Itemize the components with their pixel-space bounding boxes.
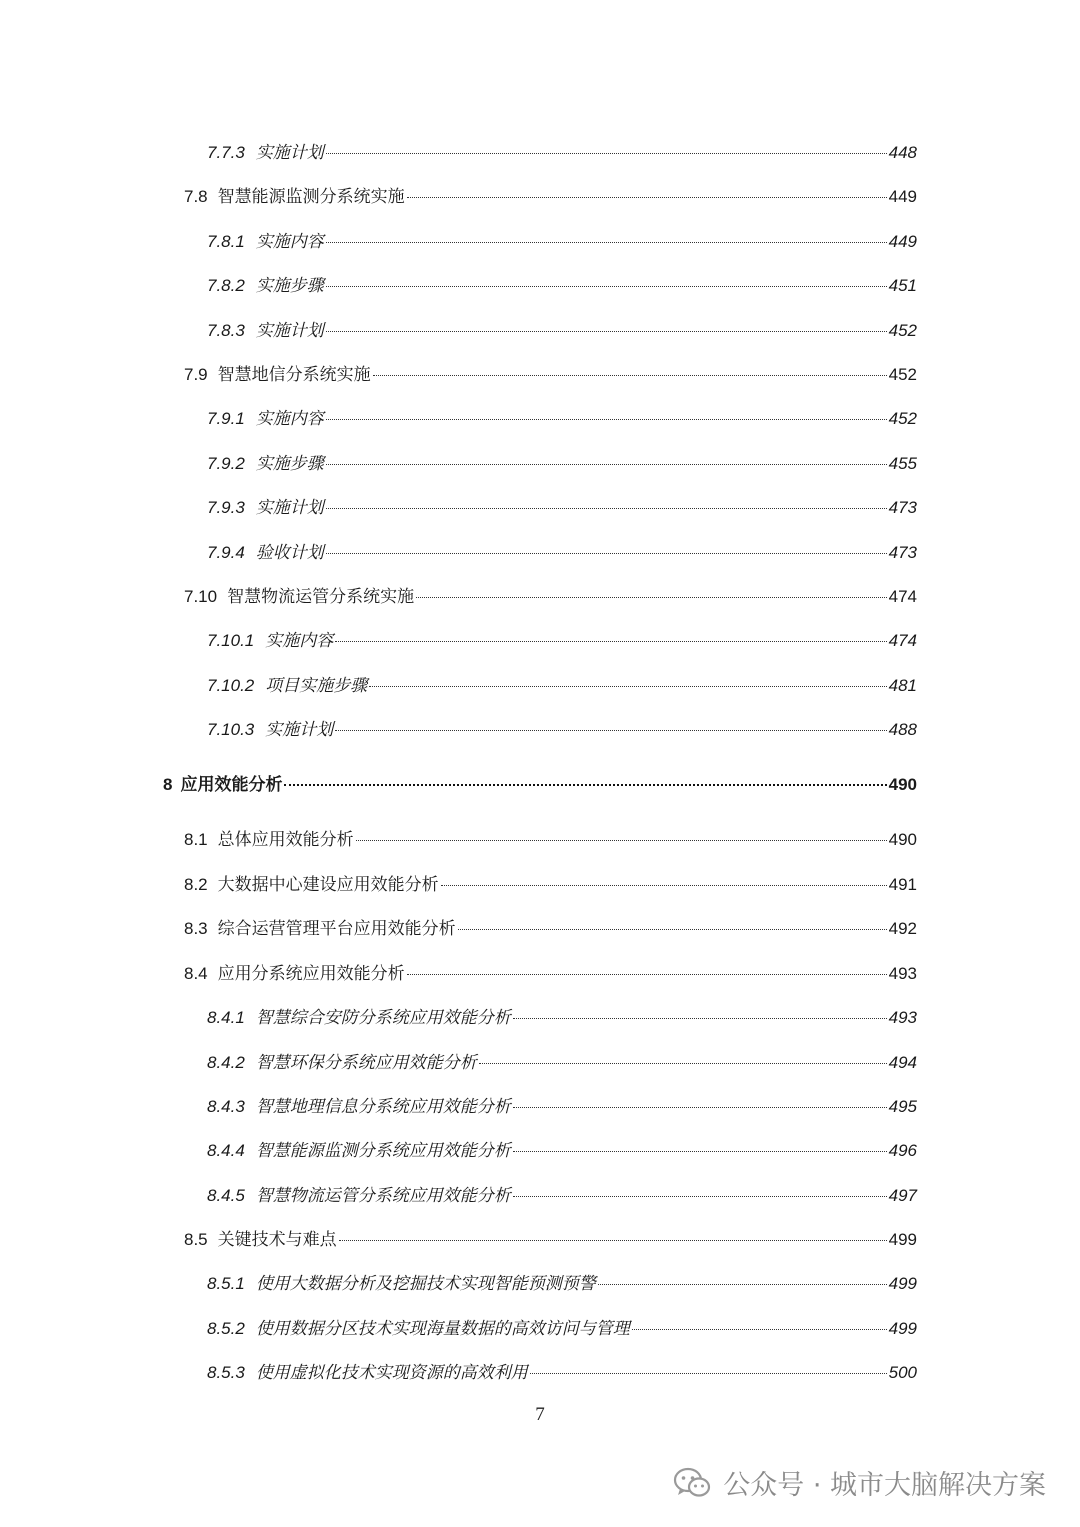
dot-leader: [326, 464, 887, 465]
toc-entry-number: 7.8.3: [207, 321, 245, 340]
toc-entry-page: 481: [888, 676, 917, 695]
toc-entry-page: 452: [888, 409, 917, 428]
toc-entry[interactable]: [184, 874, 917, 896]
toc-entry-title: 应用分系统应用效能分析: [217, 964, 405, 983]
toc-entry-number: 7.10.1: [207, 631, 255, 650]
toc-entry-number: 7.10.3: [207, 720, 255, 739]
toc-entry[interactable]: [207, 1052, 917, 1074]
dot-leader: [407, 197, 887, 198]
toc-entry-page: 449: [888, 232, 917, 251]
toc-entry-title: 实施计划: [265, 720, 334, 739]
toc-entry-page: 452: [888, 365, 917, 384]
toc-entry[interactable]: [184, 963, 917, 985]
toc-entry-page: 500: [888, 1363, 917, 1382]
toc-entry[interactable]: [207, 1007, 917, 1029]
toc-entry-number: 7.9: [184, 365, 208, 384]
dot-leader: [339, 1240, 887, 1241]
toc-entry-page: 452: [888, 321, 917, 340]
toc-entry-number: 8: [163, 775, 173, 794]
toc-entry-page: 493: [888, 964, 917, 983]
toc-entry[interactable]: [207, 408, 917, 430]
toc-entry-title: 智慧物流运管分系统应用效能分析: [255, 1186, 511, 1205]
toc-entry-title: 关键技术与难点: [217, 1230, 337, 1249]
toc-entry[interactable]: [207, 275, 917, 297]
toc-entry-title: 实施计划: [255, 498, 324, 517]
toc-entry-page: 488: [888, 720, 917, 739]
toc-entry-page: 451: [888, 276, 917, 295]
toc-entry-page: 496: [888, 1141, 917, 1160]
dot-leader: [458, 929, 887, 930]
toc-entry[interactable]: [207, 1185, 917, 1207]
toc-entry-title: 实施内容: [255, 232, 324, 251]
dot-leader: [513, 1151, 887, 1152]
toc-entry-number: 7.8.2: [207, 276, 245, 295]
toc-entry-title: 实施步骤: [255, 454, 324, 473]
dot-leader: [326, 153, 887, 154]
toc-entry[interactable]: [207, 675, 917, 697]
toc-entry-number: 7.9.4: [207, 543, 245, 562]
dot-leader: [284, 784, 886, 786]
dot-leader: [479, 1063, 887, 1064]
toc-entry-page: 473: [888, 498, 917, 517]
toc-entry[interactable]: [207, 719, 917, 741]
toc-entry[interactable]: [184, 586, 917, 608]
toc-entry-page: 494: [888, 1053, 917, 1072]
toc-entry-title: 验收计划: [255, 543, 324, 562]
dot-leader: [416, 597, 887, 598]
toc-entry-number: 8.4.5: [207, 1186, 245, 1205]
dot-leader: [513, 1018, 887, 1019]
toc-entry[interactable]: [207, 542, 917, 564]
toc-entry[interactable]: [184, 918, 917, 940]
dot-leader: [326, 553, 887, 554]
toc-entry[interactable]: [184, 186, 917, 208]
dot-leader: [326, 508, 887, 509]
toc-entry[interactable]: [184, 829, 917, 851]
toc-entry-title: 使用数据分区技术实现海量数据的高效访问与管理: [255, 1319, 630, 1338]
toc-entry-number: 7.9.1: [207, 409, 245, 428]
toc-chapter[interactable]: [163, 774, 917, 796]
toc-entry-page: 449: [888, 187, 917, 206]
dot-leader: [530, 1373, 887, 1374]
dot-leader: [335, 730, 886, 731]
toc-entry-page: 473: [888, 543, 917, 562]
toc-entry[interactable]: [207, 497, 917, 519]
toc-entry-number: 7.10.2: [207, 676, 255, 695]
dot-leader: [326, 331, 887, 332]
toc-entry-page: 499: [888, 1274, 917, 1293]
toc-entry-number: 7.10: [184, 587, 218, 606]
dot-leader: [326, 286, 887, 287]
toc-entry-number: 8.4.1: [207, 1008, 245, 1027]
dot-leader: [513, 1196, 887, 1197]
toc-entry-title: 应用效能分析: [180, 775, 283, 794]
toc-entry-number: 8.4.2: [207, 1053, 245, 1072]
toc-entry-number: 8.4: [184, 964, 208, 983]
dot-leader: [513, 1107, 887, 1108]
toc-entry[interactable]: [184, 364, 917, 386]
toc-entry[interactable]: [207, 231, 917, 253]
dot-leader: [373, 375, 887, 376]
toc-entry-title: 使用虚拟化技术实现资源的高效利用: [255, 1363, 528, 1382]
toc-entry-page: 492: [888, 919, 917, 938]
toc-entry-page: 474: [888, 587, 917, 606]
toc-entry-number: 7.8: [184, 187, 208, 206]
toc-entry-title: 使用大数据分析及挖掘技术实现智能预测预警: [255, 1274, 596, 1293]
toc-entry-title: 项目实施步骤: [265, 676, 368, 695]
toc-entry-title: 总体应用效能分析: [217, 830, 354, 849]
toc-entry-number: 8.5.1: [207, 1274, 245, 1293]
toc-entry[interactable]: [207, 453, 917, 475]
toc-entry-title: 实施计划: [255, 143, 324, 162]
dot-leader: [441, 885, 887, 886]
toc-entry-number: 8.5.3: [207, 1363, 245, 1382]
toc-entry-number: 8.2: [184, 875, 208, 894]
toc-entry[interactable]: [207, 1318, 917, 1340]
dot-leader: [335, 641, 886, 642]
toc-entry-page: 497: [888, 1186, 917, 1205]
toc-entry-page: 493: [888, 1008, 917, 1027]
dot-leader: [369, 686, 886, 687]
toc-entry-number: 7.8.1: [207, 232, 245, 251]
dot-leader: [326, 419, 887, 420]
dot-leader: [326, 242, 887, 243]
toc-entry-page: 448: [888, 143, 917, 162]
toc-entry-number: 7.9.3: [207, 498, 245, 517]
toc-entry-number: 8.4.4: [207, 1141, 245, 1160]
toc-entry-title: 智慧地信分系统实施: [217, 365, 371, 384]
toc-entry[interactable]: [207, 320, 917, 342]
toc-entry-title: 智慧综合安防分系统应用效能分析: [255, 1008, 511, 1027]
page-number: 7: [535, 1404, 545, 1425]
wechat-icon: [673, 1467, 711, 1499]
toc-entry-title: 综合运营管理平台应用效能分析: [217, 919, 456, 938]
toc-entry-page: 491: [888, 875, 917, 894]
toc-entry-title: 智慧物流运管分系统实施: [227, 587, 415, 606]
toc-entry-page: 490: [888, 775, 917, 794]
toc-entry[interactable]: [207, 1273, 917, 1295]
toc-entry-title: 智慧环保分系统应用效能分析: [255, 1053, 477, 1072]
watermark-text: 公众号 · 城市大脑解决方案: [723, 1470, 1046, 1501]
toc-entry[interactable]: [207, 1362, 917, 1384]
watermark: [673, 1463, 1046, 1502]
dot-leader: [356, 840, 887, 841]
toc-entry-number: 8.5: [184, 1230, 208, 1249]
toc-entry-page: 490: [888, 830, 917, 849]
toc-entry-number: 8.4.3: [207, 1097, 245, 1116]
toc-entry-title: 智慧能源监测分系统应用效能分析: [255, 1141, 511, 1160]
toc-entry-number: 8.3: [184, 919, 208, 938]
toc-entry-page: 474: [888, 631, 917, 650]
toc-entry-page: 499: [888, 1319, 917, 1338]
toc-entry-title: 实施内容: [255, 409, 324, 428]
toc-entry-number: 8.1: [184, 830, 208, 849]
toc-entry-page: 455: [888, 454, 917, 473]
toc-entry-title: 大数据中心建设应用效能分析: [217, 875, 439, 894]
dot-leader: [598, 1284, 887, 1285]
toc-entry[interactable]: [207, 1096, 917, 1118]
toc-entry[interactable]: [184, 1229, 917, 1251]
toc-entry-number: 7.7.3: [207, 143, 245, 162]
toc-entry-title: 实施内容: [265, 631, 334, 650]
toc-entry[interactable]: [207, 142, 917, 164]
toc-entry[interactable]: [207, 630, 917, 652]
dot-leader: [407, 974, 887, 975]
toc-entry-title: 实施步骤: [255, 276, 324, 295]
toc-entry[interactable]: [207, 1140, 917, 1162]
toc-entry-title: 智慧能源监测分系统实施: [217, 187, 405, 206]
toc-entry-page: 495: [888, 1097, 917, 1116]
toc-entry-number: 7.9.2: [207, 454, 245, 473]
toc-entry-title: 智慧地理信息分系统应用效能分析: [255, 1097, 511, 1116]
toc-entry-page: 499: [888, 1230, 917, 1249]
toc-entry-title: 实施计划: [255, 321, 324, 340]
toc-entry-number: 8.5.2: [207, 1319, 245, 1338]
dot-leader: [632, 1329, 887, 1330]
